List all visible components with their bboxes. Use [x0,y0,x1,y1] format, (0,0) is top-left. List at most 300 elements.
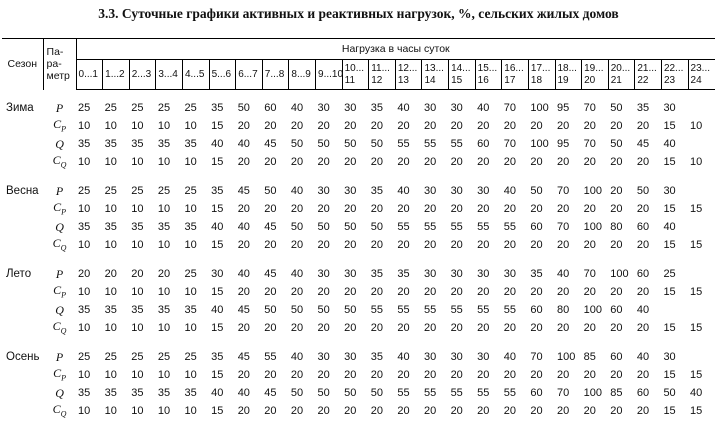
value-cell: 20 [290,404,304,417]
value-cell: 15 [663,321,676,334]
value-cell: 35 [397,267,410,280]
hour-header-line: 17... [530,62,551,74]
value-cell: 35 [184,137,197,150]
value-cell: 25 [184,267,197,280]
spacer-cell [2,173,715,184]
hour-header [262,60,289,90]
value-cell: 35 [104,137,117,150]
param-symbol: C [53,116,62,131]
param-cell [43,386,76,402]
value-cell: 40 [636,350,650,363]
value-cell: 20 [370,404,383,417]
hour-header-line: 13 [397,74,409,86]
hour-header-line: 4...5 [184,68,205,80]
value-cell: 70 [503,137,517,150]
value-cell: 30 [344,267,357,280]
value-cell: 35 [78,303,91,316]
value-cell: 30 [450,102,463,114]
value-cell: 30 [317,184,330,197]
value-cell: 40 [663,137,676,150]
param-symbol: Q [55,385,64,400]
season-cell [2,137,43,153]
value-cell: 40 [663,220,676,233]
value-cell: 20 [610,202,623,215]
value-cell: 35 [211,350,224,363]
param-header-line: ра- [46,58,62,71]
value-cell: 20 [317,119,330,132]
value-cell: 20 [264,285,277,298]
value-cell: 15 [663,238,676,251]
value-cell: 15 [663,202,676,215]
hour-header [502,60,529,90]
value-cell: 20 [503,202,517,215]
value-cell: 30 [423,350,437,363]
value-cell: 60 [636,386,650,399]
value-cell: 20 [344,368,357,381]
table-row [2,283,715,303]
value-cell: 15 [663,368,676,381]
value-cell: 10 [78,404,91,417]
value-cell: 20 [477,238,490,251]
value-cell: 95 [557,137,570,150]
hour-header [156,60,183,90]
hour-header-line: 15 [451,74,463,86]
value-cell: 40 [397,102,410,114]
value-cell: 40 [503,184,517,197]
season-cell [2,200,43,220]
hour-header-line: 16... [504,62,524,74]
value-cell: 35 [131,386,144,399]
value-cell: 20 [583,238,596,251]
value-cell: 15 [690,202,703,215]
season-cell [2,117,43,137]
value-cell: 40 [237,386,250,399]
hour-header [236,60,263,90]
value-cell: 30 [663,350,676,363]
value-cell: 20 [477,119,490,132]
value-cell: 20 [237,404,250,417]
value-cell: 20 [503,368,517,381]
value-cell: 10 [157,368,171,381]
param-cell [43,319,76,339]
hour-header-line: 23 [663,74,676,86]
value-cell: 20 [344,202,357,215]
hour-header-line: 23... [690,62,711,74]
param-subscript: Q [60,160,67,170]
hour-header-line: 22 [637,74,649,86]
value-cell: 50 [530,184,543,197]
value-cell: 55 [423,386,437,399]
hour-header [129,60,156,90]
value-cell: 10 [184,238,197,251]
hour-header-line: 7...8 [264,68,285,80]
value-cell: 20 [557,155,570,168]
hour-header-line: 18... [557,62,577,74]
value-cell: 85 [583,350,596,363]
value-cell: 40 [397,350,410,363]
value-cell: 20 [450,321,463,334]
value-cell: 55 [503,386,517,399]
value-cell: 10 [104,119,117,132]
hour-header [395,60,422,90]
spacer-row [2,90,715,102]
hour-header [688,60,715,90]
value-cell [688,350,715,366]
value-cell: 30 [477,184,490,197]
param-subscript: Q [60,243,67,253]
value-cell: 20 [370,119,383,132]
season-cell: Лето [6,267,32,280]
value-cell: 20 [450,368,463,381]
value-cell: 25 [131,350,144,363]
value-cell: 15 [211,202,224,215]
value-cell: 35 [370,102,383,114]
value-cell: 20 [610,119,623,132]
value-cell [688,101,715,117]
spacer-row [2,339,715,350]
season-cell: Зима [6,102,34,114]
value-cell: 20 [477,202,490,215]
value-cell: 40 [690,386,703,399]
load-header: Нагрузка в часы суток [76,39,715,60]
value-cell: 35 [104,220,117,233]
value-cell: 20 [530,238,543,251]
value-cell: 35 [184,303,197,316]
value-cell: 35 [78,386,91,399]
value-cell: 20 [264,404,277,417]
value-cell: 40 [211,303,224,316]
value-cell: 60 [530,303,543,316]
value-cell: 20 [450,404,463,417]
value-cell: 15 [211,404,224,417]
value-cell: 15 [663,285,676,298]
value-cell: 20 [557,119,570,132]
value-cell: 35 [211,184,224,197]
hour-header [635,60,662,90]
table-body [2,90,715,422]
param-cell [43,350,76,366]
hour-header-line: 20... [610,62,631,74]
value-cell: 20 [583,155,596,168]
value-cell: 60 [477,137,490,150]
hour-header [369,60,396,90]
hour-header-line: 3...4 [158,68,178,80]
value-cell: 25 [104,102,117,114]
value-cell: 70 [557,184,570,197]
spacer-row [2,173,715,184]
value-cell: 30 [423,267,437,280]
value-cell: 20 [557,238,570,251]
value-cell: 35 [157,137,171,150]
value-cell: 20 [636,155,650,168]
value-cell: 20 [344,155,357,168]
value-cell: 55 [477,303,490,316]
value-cell: 50 [636,184,650,197]
value-cell: 20 [344,238,357,251]
value-cell: 100 [557,350,576,363]
value-cell: 50 [344,303,357,316]
value-cell: 20 [530,285,543,298]
value-cell: 30 [450,350,463,363]
value-cell: 70 [503,102,517,114]
value-cell: 20 [610,155,623,168]
value-cell: 15 [663,155,676,168]
value-cell: 10 [131,238,144,251]
value-cell: 15 [663,404,676,417]
value-cell: 35 [157,220,171,233]
param-cell [43,283,76,303]
value-cell: 20 [636,238,650,251]
value-cell: 10 [184,368,197,381]
param-cell [43,303,76,319]
value-cell: 45 [264,267,277,280]
value-cell: 35 [78,220,91,233]
param-cell [43,101,76,117]
value-cell: 10 [184,404,197,417]
value-cell: 10 [131,321,144,334]
value-cell: 20 [290,368,304,381]
value-cell: 25 [104,184,117,197]
table-row [2,267,715,283]
hour-header-line: 8...9 [291,68,311,80]
value-cell: 30 [503,267,517,280]
value-cell: 10 [78,238,91,251]
value-cell: 45 [264,386,277,399]
value-cell: 20 [450,238,463,251]
value-cell: 60 [636,220,650,233]
value-cell: 10 [104,368,117,381]
param-cell [43,153,76,173]
value-cell: 10 [104,155,117,168]
value-cell: 20 [423,238,437,251]
param-subscript: P [61,290,66,300]
value-cell: 50 [317,137,330,150]
value-cell: 10 [184,202,197,215]
value-cell: 20 [636,202,650,215]
season-cell [2,402,43,422]
season-cell [2,283,43,303]
value-cell: 20 [503,285,517,298]
value-cell: 55 [370,303,383,316]
value-cell [688,220,715,236]
value-cell: 20 [610,321,623,334]
value-cell: 70 [557,386,570,399]
season-cell [2,366,43,386]
value-cell: 35 [370,350,383,363]
value-cell: 60 [530,386,543,399]
value-cell: 100 [610,267,629,280]
value-cell: 40 [211,137,224,150]
value-cell: 30 [317,350,330,363]
value-cell: 25 [184,102,197,114]
value-cell: 35 [636,102,650,114]
hour-header-line: 14 [424,74,436,86]
value-cell: 10 [104,238,117,251]
value-cell: 20 [557,368,570,381]
param-symbol: C [52,235,61,250]
value-cell: 35 [184,220,197,233]
value-cell: 20 [636,321,650,334]
table-row [2,117,715,137]
season-header: Сезон [2,39,43,90]
value-cell: 10 [184,285,197,298]
value-cell: 20 [237,285,250,298]
param-symbol: P [55,349,64,364]
table-row [2,137,715,153]
value-cell: 30 [317,102,330,114]
value-cell: 20 [423,155,437,168]
value-cell: 20 [370,202,383,215]
value-cell: 20 [344,404,357,417]
value-cell: 25 [157,184,171,197]
value-cell [688,267,715,283]
value-cell: 50 [264,303,277,316]
value-cell: 10 [104,202,117,215]
value-cell: 80 [610,220,623,233]
value-cell: 15 [211,155,224,168]
value-cell: 20 [290,285,304,298]
value-cell: 20 [610,238,623,251]
value-cell: 55 [450,137,463,150]
value-cell: 20 [344,285,357,298]
value-cell: 20 [264,202,277,215]
season-cell [2,386,43,402]
hour-header [422,60,449,90]
value-cell: 95 [557,102,570,114]
value-cell: 35 [370,184,383,197]
value-cell: 20 [610,184,623,197]
value-cell: 40 [211,386,224,399]
hour-header-line: 11 [344,74,356,86]
hour-header-row [2,60,715,90]
value-cell: 20 [290,202,304,215]
value-cell: 20 [370,155,383,168]
hour-header [661,60,688,90]
value-cell: 50 [317,220,330,233]
value-cell: 10 [184,119,197,132]
value-cell: 80 [557,303,570,316]
value-cell: 70 [583,267,596,280]
hour-header-line: 16 [477,74,489,86]
value-cell: 20 [423,321,437,334]
value-cell: 60 [610,350,623,363]
hour-header [449,60,476,90]
hour-header-line: 13... [424,62,444,74]
value-cell: 20 [477,368,490,381]
value-cell: 10 [104,285,117,298]
value-cell: 20 [503,321,517,334]
param-header-line: метр [46,70,70,83]
value-cell: 55 [397,137,410,150]
value-cell: 10 [78,155,91,168]
value-cell: 30 [450,267,463,280]
value-cell: 50 [290,220,304,233]
value-cell: 20 [237,238,250,251]
value-cell: 40 [397,184,410,197]
value-cell: 10 [78,285,91,298]
value-cell: 55 [423,220,437,233]
table-row [2,236,715,256]
load-schedule-table [2,38,715,422]
season-cell: Осень [6,350,40,363]
value-cell [688,303,715,319]
value-cell: 20 [530,119,543,132]
value-cell: 20 [503,155,517,168]
value-cell: 20 [530,404,543,417]
param-symbol: C [53,282,62,297]
value-cell: 20 [317,202,330,215]
hour-header [555,60,582,90]
value-cell: 45 [237,303,250,316]
value-cell: 20 [237,119,250,132]
value-cell: 10 [104,404,117,417]
param-header-line: Па- [46,46,64,59]
value-cell: 20 [264,321,277,334]
value-cell: 20 [344,119,357,132]
value-cell: 10 [78,368,91,381]
value-cell: 100 [530,137,549,150]
value-cell: 15 [690,404,703,417]
value-cell: 20 [583,404,596,417]
spacer-cell [2,339,715,350]
value-cell: 20 [530,321,543,334]
value-cell: 30 [211,267,224,280]
hour-header-line: 14... [451,62,471,74]
value-cell: 50 [237,102,250,114]
season-cell [2,319,43,339]
value-cell: 10 [690,155,703,168]
season-cell [2,303,43,319]
value-cell: 10 [78,202,91,215]
value-cell: 30 [450,184,463,197]
param-cell [43,236,76,256]
value-cell: 20 [450,155,463,168]
hour-header-line: 12... [397,62,418,74]
value-cell: 25 [78,184,91,197]
value-cell: 25 [104,350,117,363]
value-cell: 60 [610,303,623,316]
value-cell: 70 [557,220,570,233]
value-cell: 20 [237,368,250,381]
value-cell: 100 [583,184,602,197]
value-cell: 50 [264,184,277,197]
value-cell: 10 [690,119,703,132]
value-cell: 25 [184,350,197,363]
hour-header [582,60,609,90]
value-cell: 20 [317,404,330,417]
value-cell: 50 [663,386,676,399]
param-symbol: C [52,318,61,333]
value-cell: 25 [78,350,91,363]
value-cell: 55 [450,220,463,233]
value-cell: 15 [211,368,224,381]
value-cell: 40 [290,267,304,280]
value-cell: 10 [157,238,171,251]
value-cell: 20 [477,285,490,298]
hour-header-line: 20 [584,74,596,86]
value-cell: 15 [211,119,224,132]
value-cell: 55 [397,386,410,399]
value-cell: 20 [78,267,91,280]
hour-header-line: 21... [637,62,657,74]
value-cell: 20 [503,119,517,132]
value-cell: 20 [237,155,250,168]
value-cell: 45 [264,137,277,150]
value-cell: 20 [450,119,463,132]
value-cell: 30 [663,184,676,197]
value-cell: 20 [370,321,383,334]
param-symbol: Q [55,219,64,234]
